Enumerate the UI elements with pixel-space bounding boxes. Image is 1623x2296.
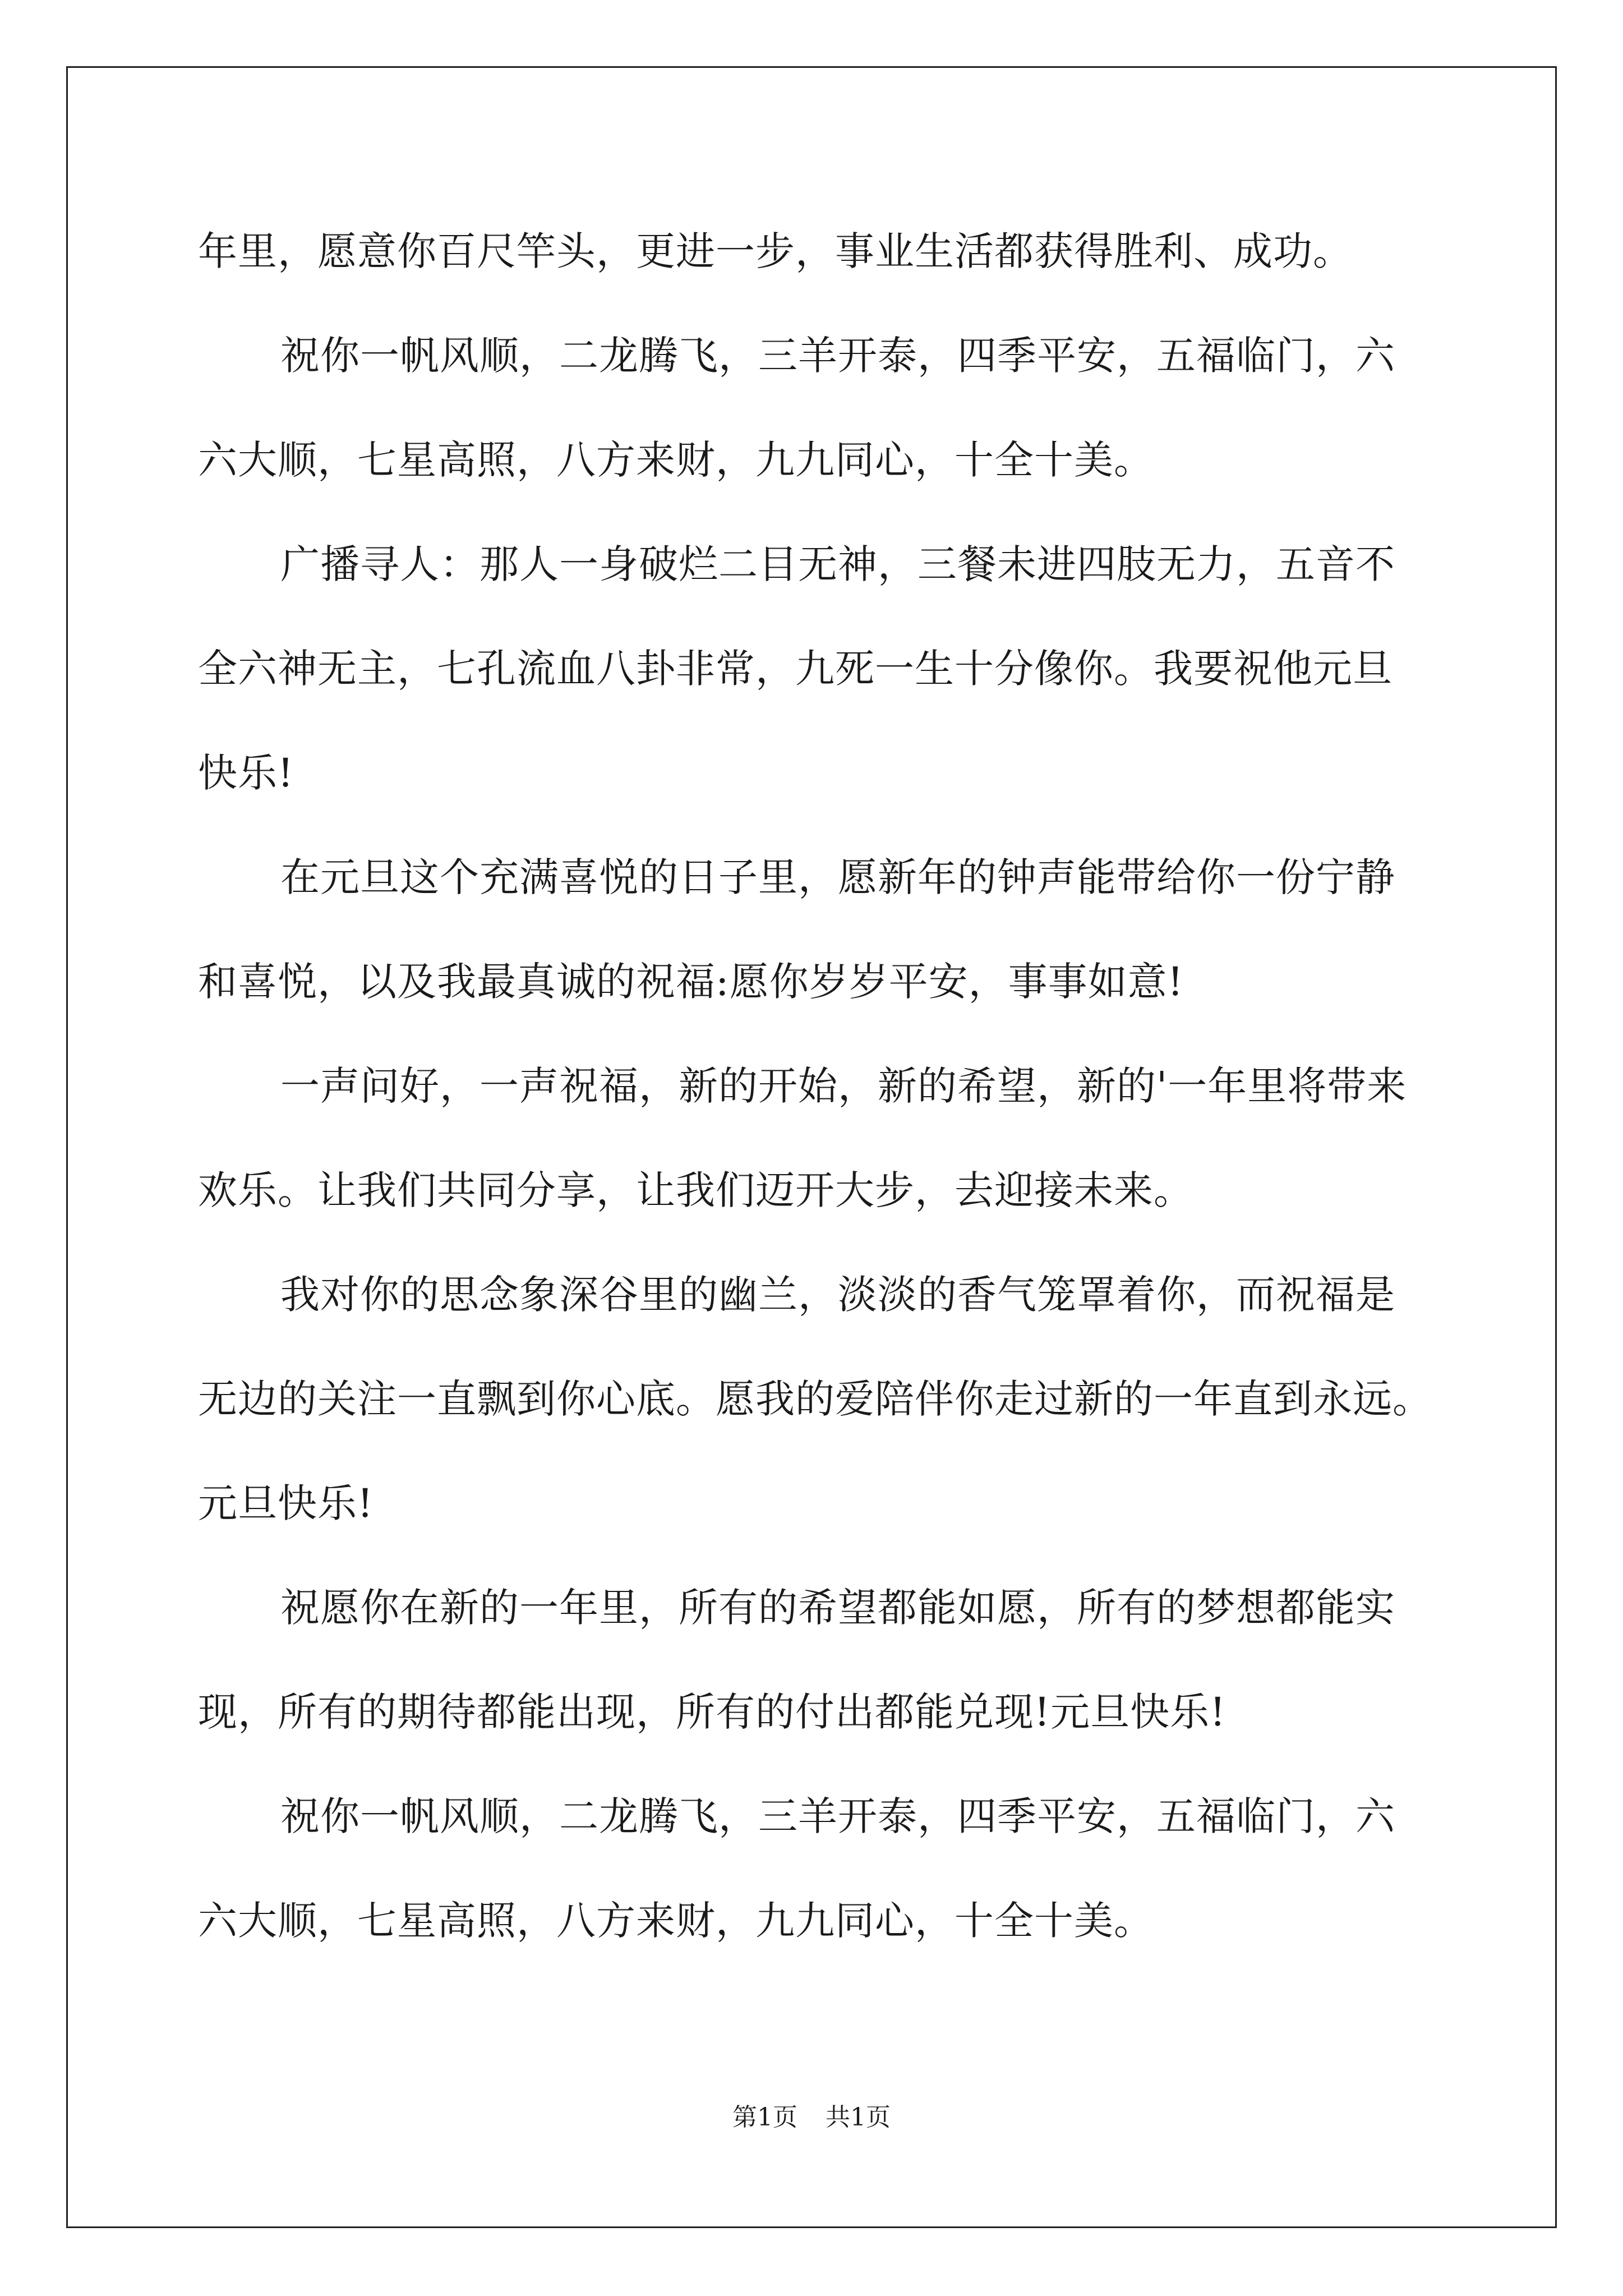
page-footer bbox=[0, 2097, 1623, 2133]
text-line: 快乐! bbox=[198, 750, 294, 796]
text-line: 广播寻人：那人一身破烂二目无神，三餐未进四肢无力，五音不 bbox=[280, 541, 1395, 587]
text-line: 全六神无主，七孔流血八卦非常，九死一生十分像你。我要祝他元旦 bbox=[198, 646, 1393, 692]
text-line: 我对你的思念象深谷里的幽兰，淡淡的香气笼罩着你，而祝福是 bbox=[280, 1272, 1395, 1318]
text-line: 祝愿你在新的一年里，所有的希望都能如愿，所有的梦想都能实 bbox=[280, 1585, 1395, 1631]
text-line: 一声问好，一声祝福，新的开始，新的希望，新的'一年里将带来 bbox=[280, 1063, 1407, 1109]
page-number-total: 共1页 bbox=[826, 2103, 891, 2132]
text-line: 年里，愿意你百尺竿头，更进一步，事业生活都获得胜利、成功。 bbox=[198, 228, 1353, 274]
text-line: 六大顺，七星高照，八方来财，九九同心，十全十美。 bbox=[198, 1898, 1154, 1944]
text-line: 祝你一帆风顺，二龙腾飞，三羊开泰，四季平安，五福临门，六 bbox=[280, 333, 1395, 379]
document-body bbox=[198, 199, 1432, 1973]
text-line: 在元旦这个充满喜悦的日子里，愿新年的钟声能带给你一份宁静 bbox=[280, 854, 1395, 900]
text-line: 和喜悦，以及我最真诚的祝福:愿你岁岁平安，事事如意! bbox=[198, 959, 1184, 1005]
page-number-current: 第1页 bbox=[732, 2103, 797, 2132]
text-line: 祝你一帆风顺，二龙腾飞，三羊开泰，四季平安，五福临门，六 bbox=[280, 1793, 1395, 1839]
text-line: 无边的关注一直飘到你心底。愿我的爱陪伴你走过新的一年直到永远。 bbox=[198, 1376, 1432, 1422]
text-line: 欢乐。让我们共同分享，让我们迈开大步，去迎接未来。 bbox=[198, 1167, 1193, 1213]
text-line: 六大顺，七星高照，八方来财，九九同心，十全十美。 bbox=[198, 437, 1154, 483]
text-line: 现，所有的期待都能出现，所有的付出都能兑现!元旦快乐! bbox=[198, 1689, 1227, 1735]
text-line: 元旦快乐! bbox=[198, 1480, 374, 1526]
